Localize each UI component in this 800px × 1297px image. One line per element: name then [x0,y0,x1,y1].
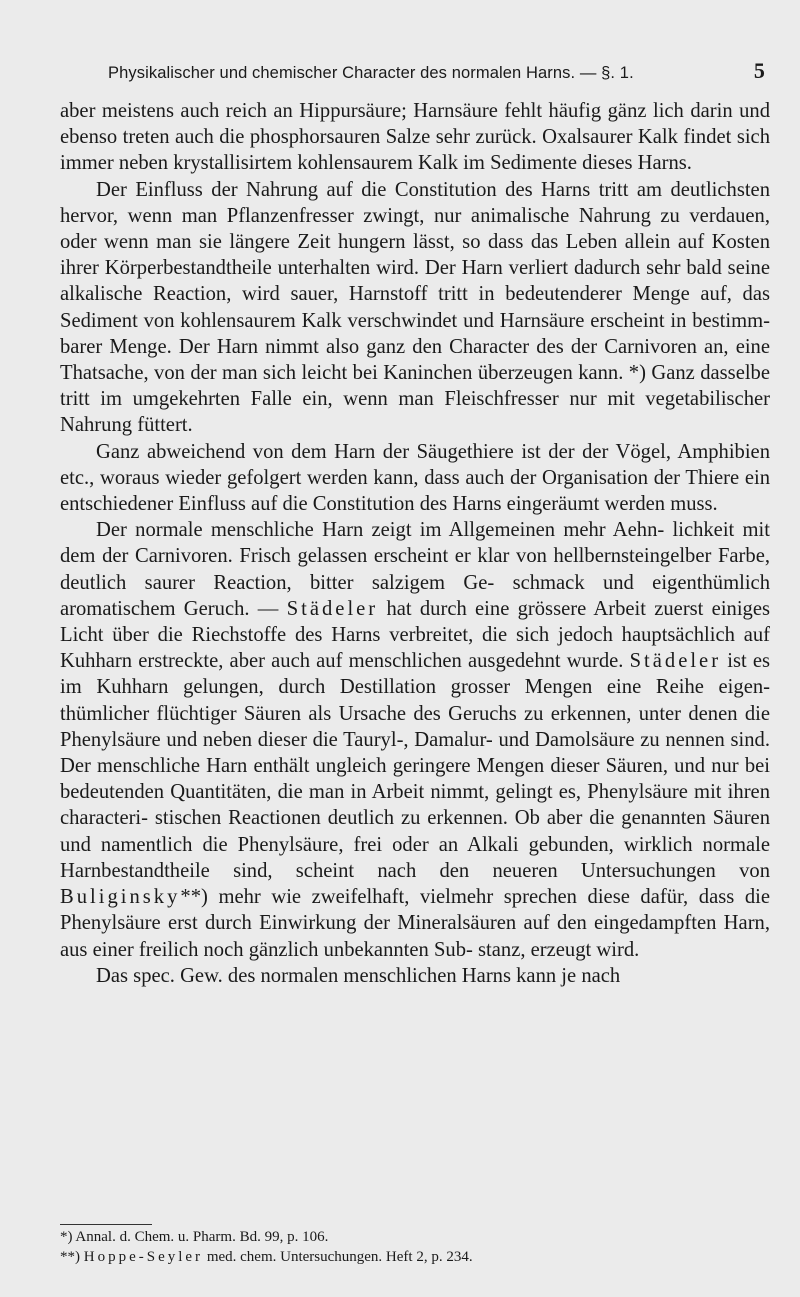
paragraph-4-part-a: Der normale menschliche Harn zeigt im Allgemeinen mehr Aehn- lichkeit mit dem der Carnivoren. Frisch gelassen erscheint er klar von hellbernsteingelber Farbe, deutlich saurer Reaction, bitter salzigem Ge- schmack und eigenthümlich aromatischem Geruch. — [60,519,770,620]
paragraph-4 [60,517,770,962]
body-text [60,98,770,989]
running-head [108,60,770,84]
footnote-rule [60,1224,152,1225]
footnote-author-hoppe-seyler: Hoppe-Seyler [83,1249,204,1265]
author-name-staedeler: Städeler [286,597,379,620]
footnote-1: *) Annal. d. Chem. u. Pharm. Bd. 99, p. 106. [60,1229,329,1245]
running-title: Physikalischer und chemischer Character des normalen Harns. — §. 1. [108,64,634,82]
paragraph-4-part-c: ist es im Kuhharn gelungen, durch Destillation grosser Mengen eine Reihe eigen- thümlicher flüchtiger Säuren als Ursache des Geruchs zu erkennen, unter denen die Phenylsäure und neben dieser die Tauryl-, Damalur- und Damolsäure zu nennen sind. Der menschliche Harn enthält ungleich geringere Mengen dieser Säuren, und nur bei bedeutenden Quantitäten, die man in Arbeit nimmt, gelingt es, Phenylsäure mit ihren characteri- stischen Reactionen deutlich zu erkennen. Ob aber die genannten Säuren und namentlich die Phenylsäure, frei oder an Alkali gebunden, wirklich normale Harnbestandtheile sind, scheint nach den neueren Untersuchungen von [60,650,770,882]
footnotes [60,1227,770,1267]
footnote-2 [60,1247,770,1267]
author-name-buliginsky: Buliginsky [60,886,181,909]
paragraph-2: Der Einfluss der Nahrung auf die Constitution des Harns tritt am deutlichsten hervor, wenn man Pflanzenfresser zwingt, nur animalische Nahrung zu verdauen, oder wenn man sie längere Zeit hungern lässt, so dass das Leben allein auf Kosten ihrer Körperbestandtheile unterhalten wird. Der Harn verliert dadurch sehr bald seine alkalische Reaction, wird sauer, Harnstoff tritt in bedeutenderer Menge auf, das Sediment von kohlensaurem Kalk verschwindet und Harnsäure erscheint in bestimm- barer Menge. Der Harn nimmt also ganz den Character des der Carnivoren an, eine Thatsache, von der man sich leicht bei Kaninchen überzeugen kann. *) Ganz dasselbe tritt im umgekehrten Falle ein, wenn man Fleischfresser nur mit vegetabilischer Nahrung füttert. [60,178,770,437]
footnote-2-text: med. chem. Untersuchungen. Heft 2, p. 234. [206,1249,473,1265]
footnote-2-marker: **) [60,1249,80,1265]
page-number: 5 [753,58,765,83]
paragraph-1: aber meistens auch reich an Hippursäure; Harnsäure fehlt häufig gänz lich darin und ebenso treten auch die phosphorsauren Salze sehr zurück. Oxalsaurer Kalk findet sich immer neben krystallisirtem kohlensaurem Kalk im Sedimente dieses Harns. [60,100,770,175]
paragraph-5: Das spec. Gew. des normalen menschlichen Harns kann je nach [96,964,621,987]
paragraph-4-part-d: **) mehr wie zweifelhaft, vielmehr sprechen diese dafür, dass die Phenylsäure erst durch Einwirkung der Mineralsäuren auf den eingedampften Harn, aus einer freilich noch gänzlich unbekannten Sub- stanz, erzeugt wird. [60,886,770,961]
author-name-staedeler-2: Städeler [629,650,722,673]
paragraph-3: Ganz abweichend von dem Harn der Säugethiere ist der der Vögel, Amphibien etc., woraus wieder gefolgert werden kann, dass auch der Organisation der Thiere ein entschiedener Einfluss auf die Constitution des Harns eingeräumt werden muss. [60,440,770,516]
paragraph-4-part-b: hat durch eine grössere Arbeit zuerst einiges Licht über die Riechstoffe des Harns verbreitet, die sich jedoch hauptsächlich auf Kuhharn erstreckte, aber auch auf menschlichen ausgedehnt wurde. [60,597,771,673]
